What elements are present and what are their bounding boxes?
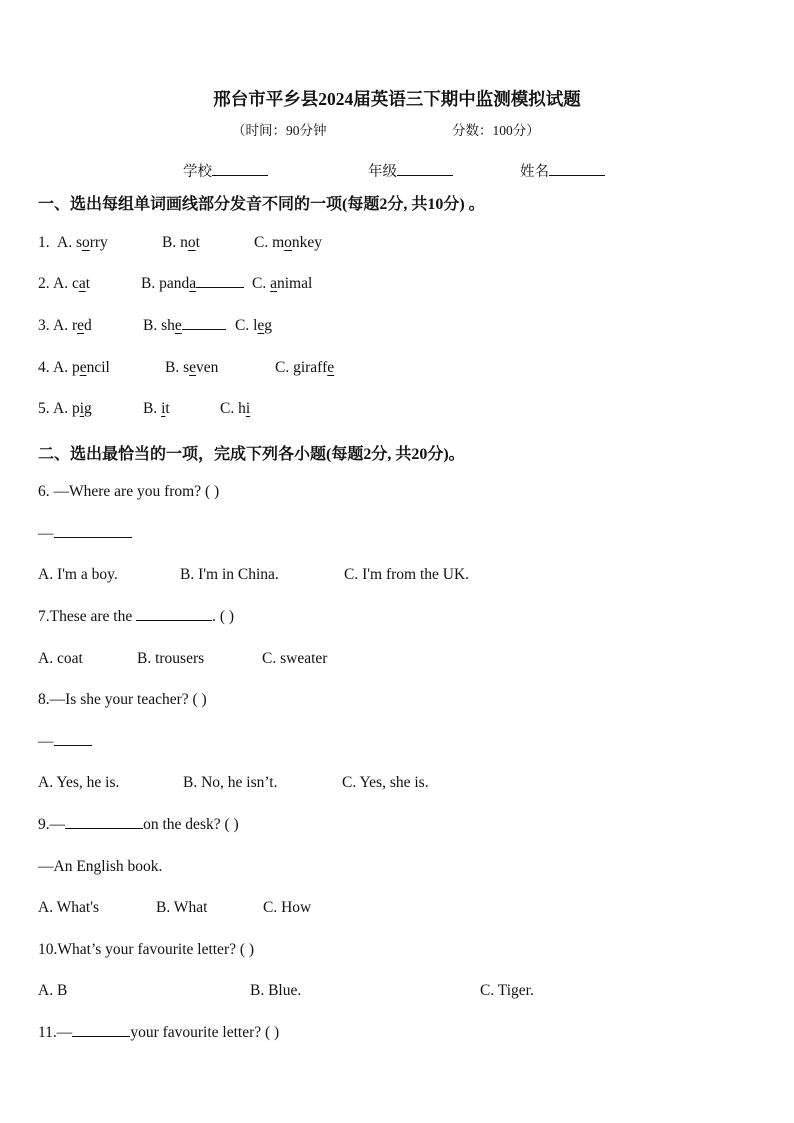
- q1-option-a[interactable]: A. sorry: [57, 234, 108, 251]
- q7-stem[interactable]: 7.These are the . ( ): [38, 608, 235, 625]
- q9-option-b[interactable]: B. What: [156, 899, 208, 916]
- q7-option-b[interactable]: B. trousers: [137, 650, 205, 667]
- name-field[interactable]: [520, 160, 605, 181]
- q9-option-a[interactable]: A. What's: [38, 899, 100, 916]
- q2-number: 2.: [38, 275, 50, 292]
- q10-option-c[interactable]: C. Tiger.: [480, 982, 534, 999]
- q3-option-b[interactable]: B. she: [143, 317, 226, 335]
- q2-option-a[interactable]: A. cat: [53, 275, 91, 292]
- q6-stem: 6. —Where are you from? ( ): [38, 483, 220, 500]
- page-title: 邢台市平乡县2024届英语三下期中监测模拟试题: [213, 89, 581, 109]
- q8-option-c[interactable]: C. Yes, she is.: [342, 774, 429, 791]
- q8-option-a[interactable]: A. Yes, he is.: [38, 774, 120, 791]
- q6-option-b[interactable]: B. I'm in China.: [180, 566, 279, 583]
- grade-field[interactable]: [368, 160, 453, 181]
- q2-option-c[interactable]: C. animal: [252, 275, 313, 292]
- q1-option-c[interactable]: C. monkey: [254, 234, 323, 251]
- q5-option-c[interactable]: C. hi: [220, 400, 251, 417]
- q4-option-b[interactable]: B. seven: [165, 359, 219, 376]
- q9-option-c[interactable]: C. How: [263, 899, 312, 916]
- school-label: 学校: [183, 164, 212, 180]
- q10-option-b[interactable]: B. Blue.: [250, 982, 302, 999]
- q4-option-a[interactable]: A. pencil: [53, 359, 110, 376]
- q5-option-b[interactable]: B. it: [143, 400, 170, 417]
- q8-answer-blank[interactable]: —: [38, 733, 92, 751]
- section-1-heading: 一、选出每组单词画线部分发音不同的一项(每题2分, 共10分) 。: [38, 196, 485, 213]
- q4-option-c[interactable]: C. giraffe: [275, 359, 335, 376]
- school-field[interactable]: [183, 160, 268, 181]
- q1-option-b[interactable]: B. not: [162, 234, 200, 251]
- q6-answer-blank[interactable]: —: [38, 525, 132, 543]
- q11-stem[interactable]: 11.— your favourite letter? ( ): [38, 1024, 280, 1041]
- q1-number: 1.: [38, 234, 50, 251]
- q8-option-b[interactable]: B. No, he isn’t.: [183, 774, 278, 791]
- q6-option-a[interactable]: A. I'm a boy.: [38, 566, 118, 583]
- q3-option-a[interactable]: A. red: [53, 317, 92, 334]
- q7-option-c[interactable]: C. sweater: [262, 650, 328, 667]
- time-label: （时间：90分钟: [232, 123, 327, 138]
- section-2-heading: 二、选出最恰当的一项，完成下列各小题(每题2分, 共20分)。: [38, 446, 465, 463]
- q3-number: 3.: [38, 317, 50, 334]
- name-label: 姓名: [520, 164, 549, 180]
- q7-option-a[interactable]: A. coat: [38, 650, 83, 667]
- q6-option-c[interactable]: C. I'm from the UK.: [344, 566, 470, 583]
- q5-number: 5.: [38, 400, 50, 417]
- q2-option-b[interactable]: B. panda: [141, 275, 244, 293]
- score-label: 分数：100分）: [452, 123, 540, 138]
- q10-stem: 10.What’s your favourite letter? ( ): [38, 941, 255, 958]
- q5-option-a[interactable]: A. pig: [53, 400, 92, 417]
- q3-option-c[interactable]: C. leg: [235, 317, 273, 334]
- q4-number: 4.: [38, 359, 50, 376]
- q9-answer-line: —An English book.: [38, 858, 163, 875]
- q8-stem: 8.—Is she your teacher? ( ): [38, 691, 207, 708]
- q10-option-a[interactable]: A. B: [38, 982, 68, 999]
- q9-stem[interactable]: 9.— on the desk? ( ): [38, 816, 239, 833]
- grade-label: 年级: [368, 164, 397, 180]
